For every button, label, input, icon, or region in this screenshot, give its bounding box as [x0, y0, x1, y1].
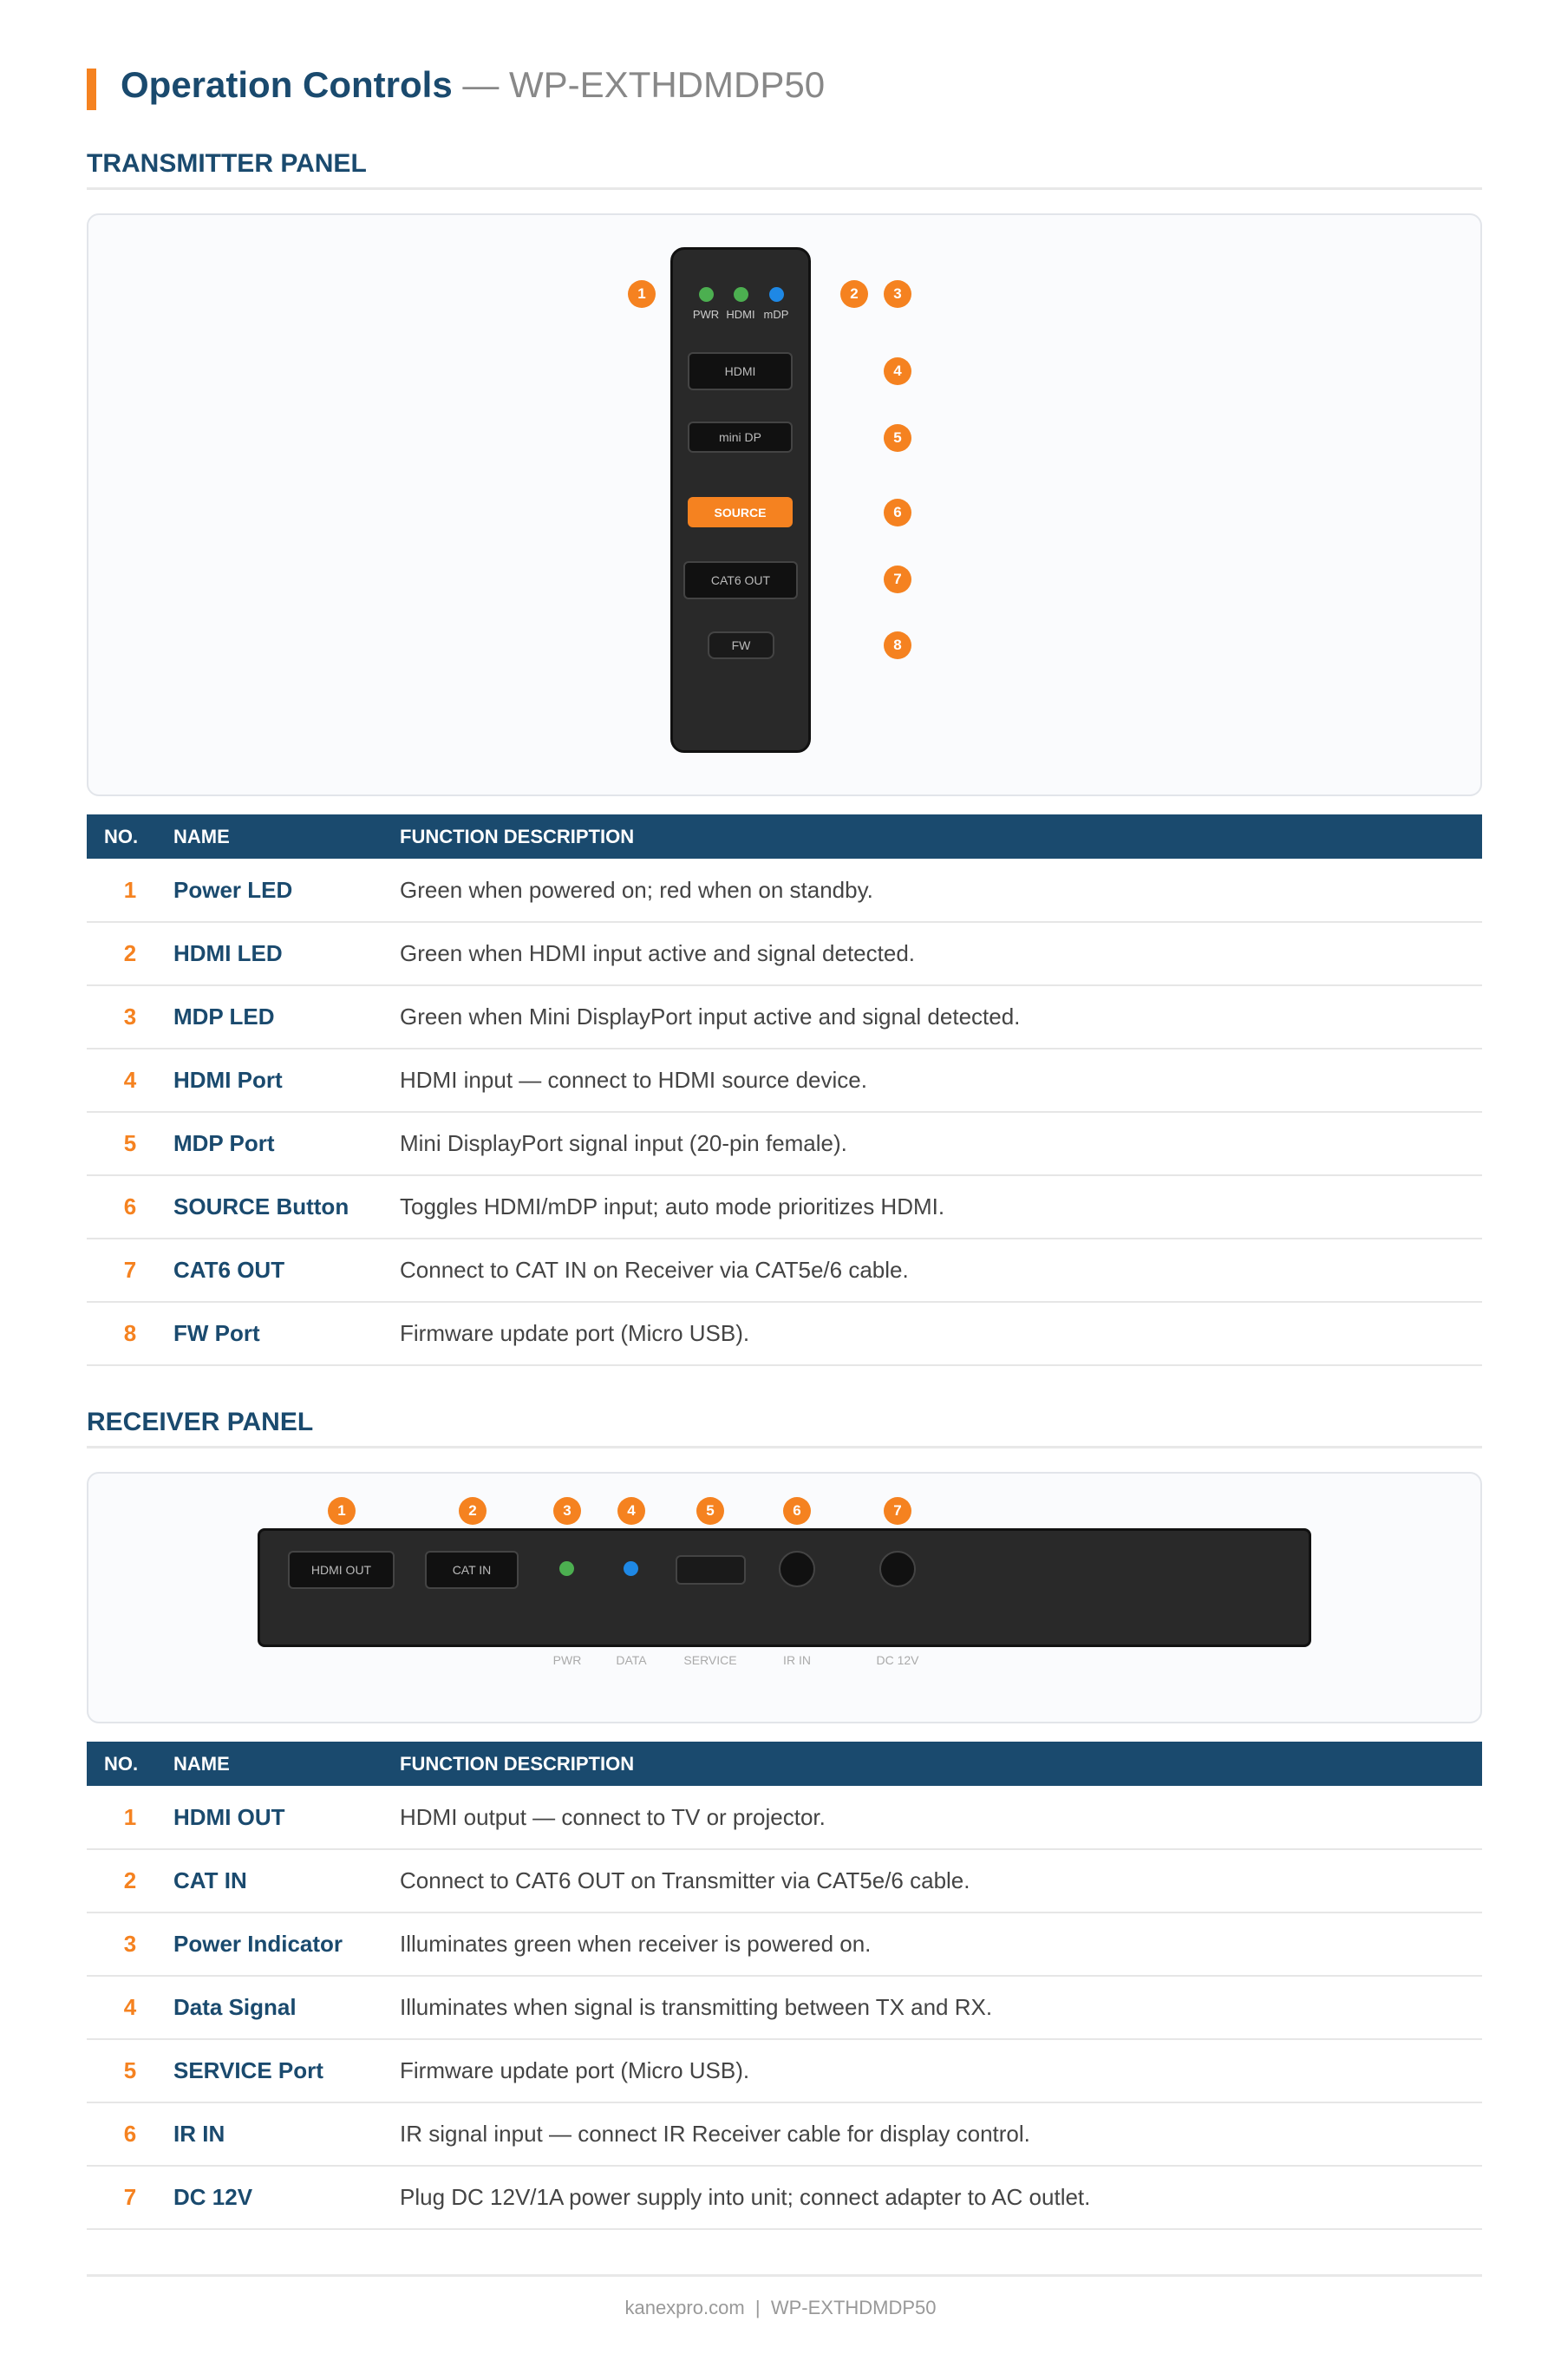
row-name: HDMI Port: [173, 1049, 400, 1112]
minidp-port: mini DP: [688, 422, 793, 453]
cat-in-port: CAT IN: [425, 1551, 519, 1589]
cat6-out-port: CAT6 OUT: [683, 561, 798, 599]
table-row: [87, 922, 1482, 985]
row-name: HDMI LED: [173, 922, 400, 985]
callout-6: 6: [783, 1497, 811, 1525]
col-no: NO.: [87, 814, 173, 859]
row-name: IR IN: [173, 2102, 400, 2166]
callout-5: 5: [696, 1497, 724, 1525]
row-name: MDP LED: [173, 985, 400, 1049]
data-signal-led: [624, 1561, 638, 1576]
dc-12v-jack: [879, 1551, 916, 1587]
receiver-table: [87, 1742, 1482, 2230]
callout-7: 7: [884, 1497, 911, 1525]
row-name: DC 12V: [173, 2166, 400, 2229]
fw-port: FW: [708, 631, 774, 659]
row-number: 6: [87, 1175, 173, 1239]
row-name: CAT IN: [173, 1849, 400, 1912]
ir-in-label: IR IN: [783, 1653, 811, 1667]
ir-in-jack: [779, 1551, 815, 1587]
footer-model: WP-EXTHDMDP50: [770, 2297, 937, 2318]
dc-12v-label: DC 12V: [876, 1653, 919, 1667]
divider: [87, 1446, 1482, 1448]
title-accent: [87, 69, 96, 110]
footer-separator: |: [754, 2297, 761, 2318]
callout-1: 1: [628, 280, 656, 308]
row-description: HDMI output — connect to TV or projector.: [400, 1786, 1482, 1849]
row-name: HDMI OUT: [173, 1786, 400, 1849]
row-number: 3: [87, 985, 173, 1049]
row-name: Power Indicator: [173, 1912, 400, 1976]
row-description: Green when Mini DisplayPort input active and signal detected.: [400, 985, 1482, 1049]
callout-7: 7: [884, 566, 911, 593]
row-name: Data Signal: [173, 1976, 400, 2039]
table-row: [87, 1239, 1482, 1302]
receiver-device: [258, 1528, 1311, 1647]
row-number: 7: [87, 2166, 173, 2229]
pwr-label: PWR: [552, 1653, 582, 1667]
row-number: 7: [87, 1239, 173, 1302]
hdmi-out-port: HDMI OUT: [288, 1551, 395, 1589]
col-name: NAME: [173, 1742, 400, 1786]
page-title: [121, 64, 825, 106]
row-description: Toggles HDMI/mDP input; auto mode prioritizes HDMI.: [400, 1175, 1482, 1239]
table-row: [87, 1976, 1482, 2039]
col-name: NAME: [173, 814, 400, 859]
pwr-led: [699, 287, 714, 302]
footer-divider: [87, 2274, 1482, 2277]
row-description: Firmware update port (Micro USB).: [400, 2039, 1482, 2102]
row-name: MDP Port: [173, 1112, 400, 1175]
row-number: 4: [87, 1976, 173, 2039]
callout-8: 8: [884, 631, 911, 659]
hdmi-port: HDMI: [688, 352, 793, 390]
hdmi-led-label: HDMI: [726, 308, 755, 321]
transmitter-heading: TRANSMITTER PANEL: [87, 149, 367, 178]
service-label: SERVICE: [683, 1653, 737, 1667]
row-description: Green when powered on; red when on standby.: [400, 859, 1482, 922]
service-port: [676, 1555, 746, 1585]
title-model: — WP-EXTHDMDP50: [462, 64, 826, 105]
row-description: Illuminates when signal is transmitting between TX and RX.: [400, 1976, 1482, 2039]
col-no: NO.: [87, 1742, 173, 1786]
table-row: [87, 1302, 1482, 1365]
table-row: [87, 2039, 1482, 2102]
transmitter-table: [87, 814, 1482, 1366]
callout-4: 4: [617, 1497, 645, 1525]
col-desc: FUNCTION DESCRIPTION: [400, 814, 1482, 859]
row-name: Power LED: [173, 859, 400, 922]
callout-4: 4: [884, 357, 911, 385]
table-row: [87, 1849, 1482, 1912]
row-name: FW Port: [173, 1302, 400, 1365]
row-number: 8: [87, 1302, 173, 1365]
row-name: SOURCE Button: [173, 1175, 400, 1239]
table-row: [87, 1112, 1482, 1175]
callout-2: 2: [459, 1497, 487, 1525]
callout-6: 6: [884, 499, 911, 526]
row-number: 1: [87, 1786, 173, 1849]
table-row: [87, 1049, 1482, 1112]
row-description: Green when HDMI input active and signal detected.: [400, 922, 1482, 985]
table-row: [87, 859, 1482, 922]
row-description: Connect to CAT6 OUT on Transmitter via CAT5e/6 cable.: [400, 1849, 1482, 1912]
callout-5: 5: [884, 424, 911, 452]
title-text: Operation Controls: [121, 64, 453, 105]
callout-3: 3: [553, 1497, 581, 1525]
row-number: 2: [87, 922, 173, 985]
callout-3: 3: [884, 280, 911, 308]
col-desc: FUNCTION DESCRIPTION: [400, 1742, 1482, 1786]
row-description: Connect to CAT IN on Receiver via CAT5e/6 cable.: [400, 1239, 1482, 1302]
row-number: 3: [87, 1912, 173, 1976]
row-description: Illuminates green when receiver is powered on.: [400, 1912, 1482, 1976]
hdmi-led: [734, 287, 748, 302]
callout-1: 1: [328, 1497, 356, 1525]
pwr-led-label: PWR: [692, 308, 720, 321]
footer: [0, 2297, 1561, 2319]
power-indicator-led: [559, 1561, 574, 1576]
table-row: [87, 1786, 1482, 1849]
row-name: SERVICE Port: [173, 2039, 400, 2102]
row-number: 5: [87, 1112, 173, 1175]
row-number: 4: [87, 1049, 173, 1112]
source-button: SOURCE: [688, 497, 793, 527]
table-row: [87, 1912, 1482, 1976]
row-description: Plug DC 12V/1A power supply into unit; connect adapter to AC outlet.: [400, 2166, 1482, 2229]
row-number: 5: [87, 2039, 173, 2102]
mdp-led-label: mDP: [763, 308, 789, 321]
table-row: [87, 2102, 1482, 2166]
row-description: IR signal input — connect IR Receiver cable for display control.: [400, 2102, 1482, 2166]
mdp-led: [769, 287, 784, 302]
row-number: 1: [87, 859, 173, 922]
callout-2: 2: [840, 280, 868, 308]
data-label: DATA: [616, 1653, 647, 1667]
table-row: [87, 1175, 1482, 1239]
table-row: [87, 985, 1482, 1049]
row-number: 6: [87, 2102, 173, 2166]
divider: [87, 187, 1482, 190]
row-number: 2: [87, 1849, 173, 1912]
receiver-heading: RECEIVER PANEL: [87, 1408, 314, 1436]
row-description: Firmware update port (Micro USB).: [400, 1302, 1482, 1365]
footer-site: kanexpro.com: [624, 2297, 745, 2318]
row-description: Mini DisplayPort signal input (20-pin female).: [400, 1112, 1482, 1175]
table-row: [87, 2166, 1482, 2229]
row-description: HDMI input — connect to HDMI source device.: [400, 1049, 1482, 1112]
row-name: CAT6 OUT: [173, 1239, 400, 1302]
